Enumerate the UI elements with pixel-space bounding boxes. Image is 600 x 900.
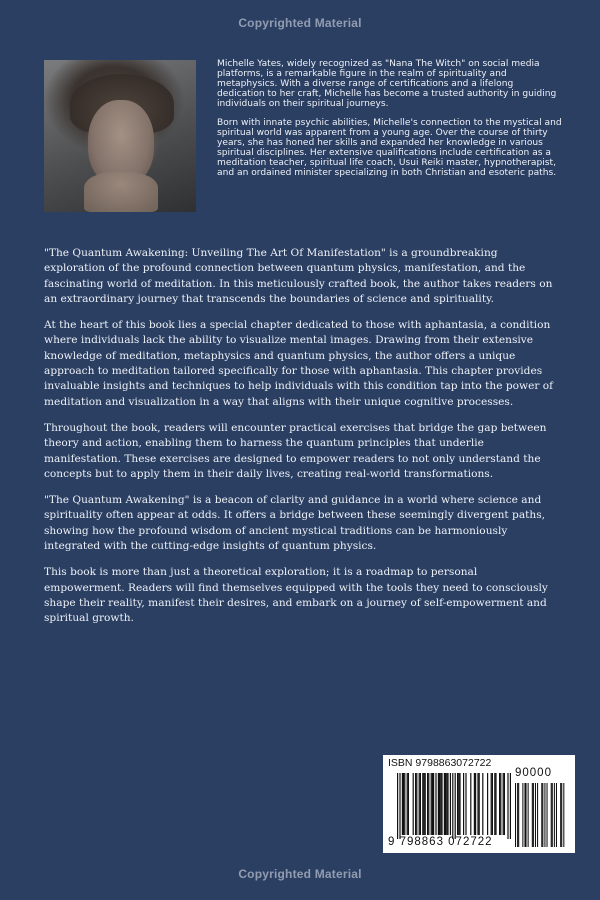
- price-barcode-bar: [524, 783, 525, 847]
- author-bio: [217, 59, 562, 187]
- barcode-bar: [413, 773, 414, 835]
- barcode-bar: [477, 773, 478, 835]
- barcode-bar: [402, 773, 403, 835]
- barcode-bar: [495, 773, 496, 835]
- price-barcode-bar: [528, 783, 529, 847]
- barcode-bar: [419, 773, 420, 835]
- barcode-bar: [427, 773, 428, 835]
- barcode-bar: [415, 773, 416, 835]
- barcode-bar: [446, 773, 447, 835]
- barcode-bar: [474, 773, 475, 835]
- barcode-bar: [459, 773, 460, 835]
- barcode-bar: [439, 773, 440, 835]
- barcode-bar: [457, 773, 458, 835]
- price-barcode-bar: [526, 783, 527, 847]
- barcode-bar: [423, 773, 424, 835]
- barcode-bar: [475, 773, 476, 835]
- barcode-bar: [433, 773, 434, 835]
- barcode-bar: [447, 773, 448, 835]
- barcode-guard-bar: [455, 773, 456, 839]
- price-barcode-bar: [556, 783, 557, 847]
- author-photo: [44, 60, 196, 212]
- price-barcode-bar: [522, 783, 523, 847]
- barcode-bar: [444, 773, 445, 835]
- barcode-bar: [450, 773, 451, 835]
- barcode-bar: [479, 773, 480, 835]
- barcode-bar: [487, 773, 488, 835]
- barcode-bar: [445, 773, 446, 835]
- barcode-bar: [435, 773, 436, 835]
- barcode-bar: [482, 773, 483, 835]
- barcode-bar: [425, 773, 426, 835]
- barcode-guard-bar: [452, 773, 453, 839]
- barcode-bar: [441, 773, 442, 835]
- price-barcode-bar: [551, 783, 552, 847]
- barcode-bar: [422, 773, 423, 835]
- barcode-bar: [408, 773, 409, 835]
- barcode-bar: [463, 773, 464, 835]
- isbn-barcode-box: [383, 755, 575, 853]
- price-barcode-bar: [563, 783, 564, 847]
- price-barcode-bar: [542, 783, 543, 847]
- price-barcode-bar: [547, 783, 548, 847]
- price-barcode-bar: [544, 783, 545, 847]
- barcode-bar: [432, 773, 433, 835]
- price-barcode-bar: [541, 783, 542, 847]
- isbn-label: ISBN 9798863072722: [388, 757, 492, 769]
- barcode-bar: [499, 773, 500, 835]
- blurb-paragraph: "The Quantum Awakening" is a beacon of clarity and guidance in a world where science and spirituality often appear at odds. It offers a bridge between these seemingly divergent paths, showing how the profound wisdom of ancient mystical traditions can be harmoniously integrated with the cutting-edge insights of quantum physics.: [44, 494, 546, 553]
- author-bio-paragraph: Born with innate psychic abilities, Michelle's connection to the mystical and spiritual world was apparent from a young age. Over the course of thirty years, she has honed her skills and expanded her knowledge in various spiritual disciplines. Her extensive qualifications include certification as a meditation teacher, spiritual life coach, Usui Reiki master, hypnotherapist, and an ordained minister specializing in both Christian and esoteric paths.: [217, 118, 562, 178]
- price-barcode-bar: [518, 783, 519, 847]
- price-barcode-bar: [537, 783, 538, 847]
- ean-digits: 9 798863 072722: [388, 836, 493, 848]
- price-barcode-bar: [554, 783, 555, 847]
- price-barcode-bar: [561, 783, 562, 847]
- barcode-bar: [416, 773, 417, 835]
- blurb-paragraph: At the heart of this book lies a special chapter dedicated to those with aphantasia, a condition where individuals lack the ability to visualize mental images. Drawing from their extensive knowledge of meditation, metaphysics and quantum physics, the author offers a unique approach to meditation tailored specifically for those with aphantasia. This chapter provides invaluable insights and techniques to help individuals with this condition tap into the power of meditation and visualization in a way that aligns with their unique cognitive processes.: [44, 319, 554, 408]
- price-barcode-bar: [532, 783, 533, 847]
- barcode-guard-bar: [510, 773, 511, 839]
- barcode-bar: [491, 773, 492, 835]
- price-code: 90000: [515, 767, 552, 779]
- price-barcode-bar: [533, 783, 534, 847]
- barcode-bar: [492, 773, 493, 835]
- price-barcode-bar: [535, 783, 536, 847]
- book-blurb: [44, 246, 560, 638]
- blurb-paragraph: Throughout the book, readers will encounter practical exercises that bridge the gap between theory and action, enabling them to harness the quantum principles that underlie manifestation. These exercises are designed to empower readers to not only understand the concepts but to apply them in their daily lives, creating real-world transformations.: [44, 421, 547, 480]
- barcode-bar: [428, 773, 429, 835]
- barcode-guard-bar: [399, 773, 400, 839]
- price-barcode-bar: [552, 783, 553, 847]
- barcode-bar: [500, 773, 501, 835]
- barcode-bar: [465, 773, 466, 835]
- watermark-bottom: Copyrighted Material: [238, 867, 362, 881]
- barcode-bar: [470, 773, 471, 835]
- barcode-guard-bar: [507, 773, 508, 839]
- barcode-bar: [494, 773, 495, 835]
- price-barcode-bar: [515, 783, 516, 847]
- barcode-bar: [440, 773, 441, 835]
- barcode-bar: [407, 773, 408, 835]
- watermark-top: Copyrighted Material: [238, 16, 362, 30]
- barcode-bar: [504, 773, 505, 835]
- blurb-paragraph: "The Quantum Awakening: Unveiling The Art Of Manifestation" is a groundbreaking exploration of the profound connection between quantum physics, manifestation, and the fascinating world of meditation. In this meticulously crafted book, the author takes readers on an extraordinary journey that transcends the boundaries of science and spirituality.: [44, 247, 553, 305]
- barcode-guard-bar: [397, 773, 398, 839]
- author-bio-paragraph: Michelle Yates, widely recognized as "Nana The Witch" on social media platforms, is a remarkable figure in the realm of spirituality and metaphysics. With a diverse range of certifications and a lifelong dedication to her craft, Michelle has become a trusted authority in guiding individuals on their spiritual journeys.: [217, 59, 557, 109]
- author-photo-hand: [84, 172, 158, 212]
- barcode-bar: [403, 773, 404, 835]
- barcode-bar: [404, 773, 405, 835]
- blurb-paragraph: This book is more than just a theoretical exploration; it is a roadmap to personal empowerment. Readers will find themselves equipped with the tools they need to consciously shape their reality, manifest their desires, and embark on a journey of self-empowerment and spiritual growth.: [44, 566, 548, 625]
- barcode-bar: [438, 773, 439, 835]
- barcode-bar: [458, 773, 459, 835]
- price-barcode-bar: [560, 783, 561, 847]
- barcode-bar: [503, 773, 504, 835]
- barcode-bar: [431, 773, 432, 835]
- barcode-bar: [420, 773, 421, 835]
- price-barcode-bar: [517, 783, 518, 847]
